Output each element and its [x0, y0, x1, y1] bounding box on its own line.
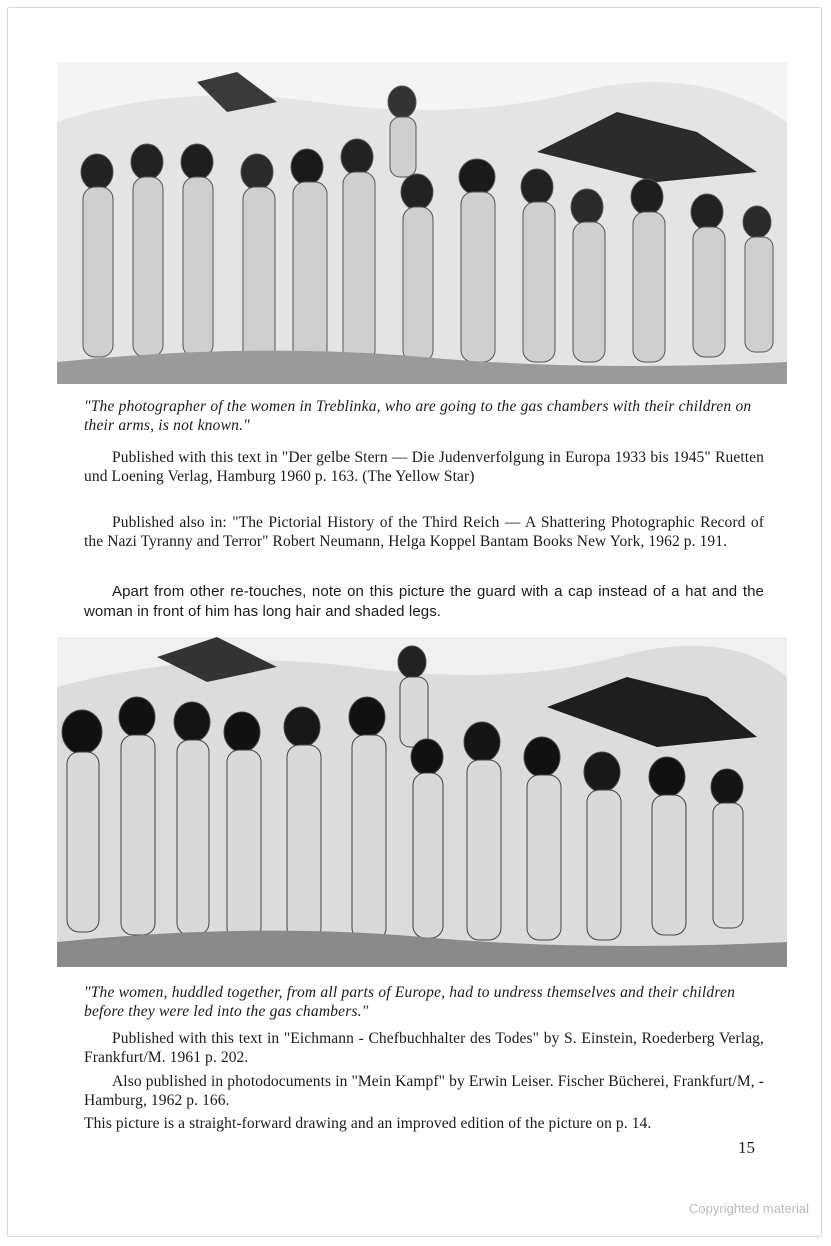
photo-top-figures: [57, 62, 787, 384]
drawing-note: This picture is a straight-forward drawing and an improved edition of the picture on p. 14.: [84, 1115, 652, 1132]
publication-note-2: Published also in: "The Pictorial History of the Third Reich — A Shattering Photographic Record of the Nazi Tyranny and Terror" Robert Neumann, Helga Koppel Bantam Books New York, 1962 p. 191.: [84, 514, 764, 550]
photo-bottom: [57, 637, 787, 967]
page-number: 15: [738, 1138, 755, 1157]
publication-note-1: Published with this text in "Der gelbe Stern — Die Judenverfolgung in Europa 1933 bis 1945" Ruetten und Loening Verlag, Hamburg 1960 p. 163. (The Yellow Star): [84, 449, 764, 485]
photo-top: [57, 62, 787, 384]
copyright-notice: Copyrighted material: [689, 1201, 809, 1216]
caption-top: "The photographer of the women in Treblinka, who are going to the gas chambers with their children on their arms, is not known.": [84, 398, 752, 434]
caption-bottom: "The women, huddled together, from all parts of Europe, had to undress themselves and their children before they were led into the gas chambers.": [84, 984, 736, 1020]
publication-note-3: Published with this text in "Eichmann - Chefbuchhalter des Todes" by S. Einstein, Roederberg Verlag, Frankfurt/M. 1961 p. 202.: [84, 1030, 764, 1066]
publication-note-4: Also published in photodocuments in "Mein Kampf" by Erwin Leiser. Fischer Bücherei, Frankfurt/M, - Hamburg, 1962 p. 166.: [84, 1073, 764, 1109]
photo-bottom-figures: [57, 637, 787, 967]
retouch-note: Apart from other re-touches, note on this picture the guard with a cap instead of a hat and the woman in front of him has long hair and shaded legs.: [84, 583, 764, 620]
